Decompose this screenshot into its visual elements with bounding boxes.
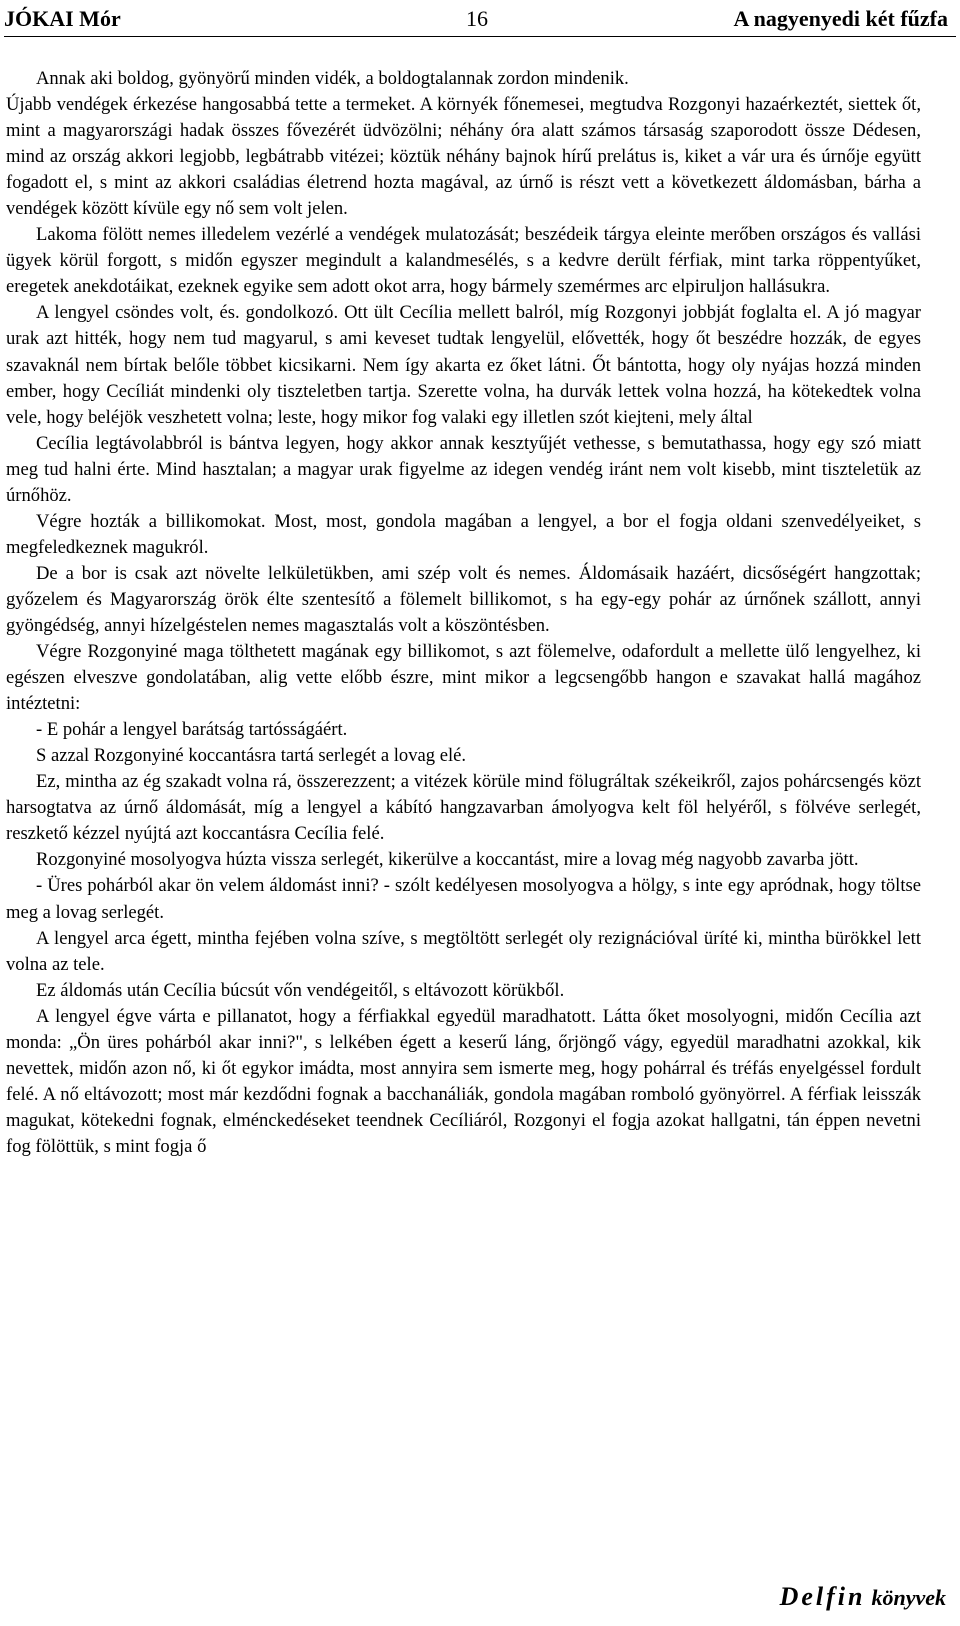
body-text [6,66,921,1160]
publisher-footer [780,1582,946,1612]
paragraph: Végre Rozgonyiné maga tölthetett magának egy billikomot, s azt fölemelve, odafordult a mellette ülő lengyelhez, ki egészen elveszve gondolatában, alig vette előbb észre, mint mikor a legcsengőbb hangon e szavakat hallá magához intéztetni: [6,641,921,715]
publisher-brand: Delfin [779,1582,866,1611]
header-page-number: 16 [466,6,488,31]
header-title: A nagyenyedi két fűzfa [733,6,948,31]
paragraph: - Üres pohárból akar ön velem áldomást inni? - szólt kedélyesen mosolyogva a hölgy, s inte egy apródnak, hogy töltse meg a lovag serlegét. [6,875,921,923]
paragraph: - E pohár a lengyel barátság tartósságáért. [36,719,348,741]
paragraph: Annak aki boldog, gyönyörű minden vidék, a boldogtalannak zordon mindenik. [36,68,629,89]
paragraph: A lengyel csöndes volt, és. gondolkozó. Ott ült Cecília mellett balról, míg Rozgonyi jobbját foglalta el. A jó magyar urak azt hitték, hogy nem tud magyarul, s ami keveset tudtak lengyelül, elővették, hogy őt beszédre hozzák, de egyes szavaknál nem bírtak belőle többet kicsikarni. Nem így akarta ez őket látni. Őt bántotta, hogy oly nyájas hozzá minden ember, hogy Cecíliát mindenki oly tiszteletben tartja. Szerette volna, ha durvák lettek volna hozzá, ha kötekedtek volna vele, hogy beléjök veszhetett volna; leste, hogy mikor fog valaki egy illetlen szót kiejteni, mely által [6,302,921,428]
paragraph: A lengyel arca égett, mintha fejében volna szíve, s megtöltött serlegét oly rezignációval üríté ki, mintha bürökkel lett volna az tele. [6,927,921,975]
publisher-subtitle: könyvek [871,1585,946,1610]
paragraph: A lengyel égve várta e pillanatot, hogy a férfiakkal egyedül maradhatott. Látta őket mosolyogni, midőn Cecília azt monda: „Ön üres pohárból akar inni?", s lelkében égett a keserű láng, őrjöngő vágy, egyedül maradhatni azokkal, kik nevettek, midőn azon nő, ki őt egykor imádta, most annyira sem ismerte meg, hogy pohárral és tréfás enyelgéssel fordult felé. A nő eltávozott; most már kezdődni fognak a bacchanáliák, gondola magában romboló gyönyörrel. A férfiak leisszák magukat, kötekedni fognak, elménckedéseket teendnek Cecíliáról, Rozgonyi el fogja azokat hallgatni, tán éppen nevetni fog fölöttük, s mint fogja ő [6,1005,921,1157]
paragraph: S azzal Rozgonyiné koccantásra tartá serlegét a lovag elé. [36,745,467,767]
header-author: JÓKAI Mór [4,6,121,31]
paragraph: Újabb vendégek érkezése hangosabbá tette a termeket. A környék főnemesei, megtudva Rozgonyi hazaérkeztét, siettek őt, mint a magyarországi hadak összes fővezérét üdvözölni; néhány óra alatt számos társaság szaporodott össze Dédesen, mind az ország akkori legjobb, legbátrabb vitézei; köztük néhány bajnok hírű prelátus is, kiket a vár ura és úrnője együtt fogadott el, s mint az akkori családias életrend hozta magával, az úrnő is részt vett a következett áldomásban, bárha a vendégek között kívüle egy nő sem volt jelen. [6,94,921,220]
paragraph: Rozgonyiné mosolyogva húzta vissza serlegét, kikerülve a koccantást, mire a lovag még nagyobb zavarba jött. [36,849,859,871]
paragraph: Cecília legtávolabbról is bántva legyen, hogy akkor annak kesztyűjét vethesse, s bemutathassa, hogy egy szó miatt meg tud halni érte. Mind hasztalan; a magyar urak figyelme az idegen vendég iránt nem volt kisebb, mint tiszteletük az úrnőhöz. [6,432,921,506]
paragraph: Ez áldomás után Cecília búcsút vőn vendégeitől, s eltávozott körükből. [36,979,565,1001]
paragraph: Lakoma fölött nemes illedelem vezérlé a vendégek mulatozását; beszédeik tárgya eleinte merőben országos és vallási ügyek körül forgott, s midőn egyszer megindult a kalandmesélés, s a kedvre derült férfiak, mint tarka röppentyűket, eregetek anekdotáikat, ezeknek egyike sem adott okot arra, hogy bármely szemérmes arc elpiruljon hallásukra. [6,224,921,298]
paragraph: De a bor is csak azt növelte lelkületükben, ami szép volt és nemes. Áldomásaik hazáért, dicsőségért hangzottak; győzelem és Magyarország örök élte szentesítő a fölemelt billikomot, s ha egy-egy pohár az úrnőnek szállott, annyi gyöngédség, annyi hízelgéstelen nemes magasztalás volt a köszöntésben. [6,562,921,636]
paragraph: Végre hozták a billikomokat. Most, most, gondola magában a lengyel, a bor el fogja oldani szenvedélyeiket, s megfeledkeznek magukról. [6,510,921,558]
page-header [4,4,956,37]
paragraph: Ez, mintha az ég szakadt volna rá, összerezzent; a vitézek körüle mind fölugráltak székeikről, zajos pohárcsengés közt harsogtatva az úrnő áldomását, míg a lengyel a kábító hangzavarban ámolyogva kelt föl helyéről, s fölvéve serlegét, reszkető kézzel nyújtá azt koccantásra Cecília felé. [6,771,921,845]
